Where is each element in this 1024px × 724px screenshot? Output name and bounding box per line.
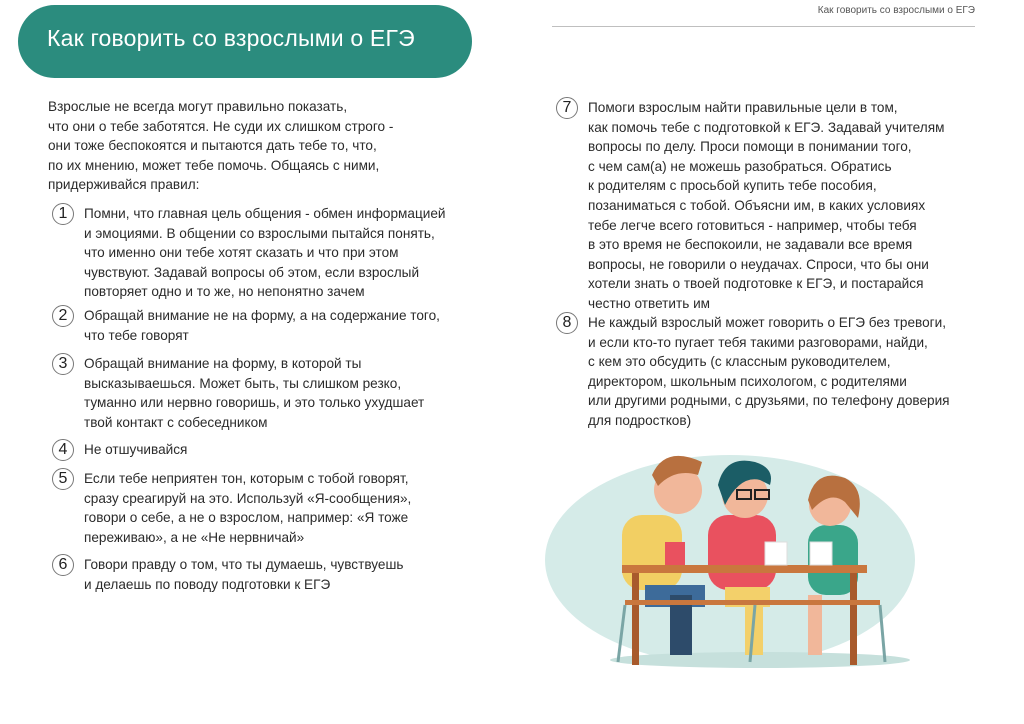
intro-line: по их мнению, может тебе помочь. Общаясь с ними, [48, 157, 380, 173]
rule-line: и если кто-то пугает тебя такими разговорами, найди, [588, 334, 928, 350]
rule-line: Помни, что главная цель общения - обмен информацией [84, 206, 446, 221]
rule-line: Помоги взрослым найти правильные цели в том, [588, 100, 898, 115]
number-circle-icon: 3 [52, 353, 74, 375]
rule-line: вопросы по делу. Проси помощи в понимании того, [588, 139, 912, 155]
rule-text [588, 98, 944, 314]
intro-line: они тоже беспокоятся и пытаются дать тебе то, что, [48, 138, 377, 154]
page-title: Как говорить со взрослыми о ЕГЭ [47, 25, 415, 51]
number-circle-icon: 1 [52, 203, 74, 225]
rule-line: сразу среагируй на это. Используй «Я-сообщения», [84, 490, 412, 506]
table-leg [850, 573, 857, 665]
rule-line: Обращай внимание не на форму, а на содержание того, [84, 308, 440, 323]
intro-paragraph [48, 97, 393, 195]
rule-line: для подростков) [588, 412, 692, 428]
number-circle-icon: 2 [52, 305, 74, 327]
table-top [622, 565, 867, 573]
number-circle-icon: 4 [52, 439, 74, 461]
rule-line: или другими родными, с друзьями, по телефону доверия [588, 393, 950, 409]
rule-line: что именно они тебе хотят сказать и что при этом [84, 245, 399, 261]
rule-line: Не отшучивайся [84, 442, 188, 457]
rule-text [84, 440, 187, 460]
rule-text [84, 469, 411, 547]
rule-line: переживаю», а не «Не нервничай» [84, 529, 305, 545]
rule-text [84, 306, 440, 345]
rule-line: директором, школьным психологом, с родителями [588, 373, 907, 389]
red-mug [665, 542, 685, 565]
running-header [552, 0, 975, 27]
rule-line: позаниматься с тобой. Объясни им, в каких условиях [588, 197, 926, 213]
number-circle-icon: 5 [52, 468, 74, 490]
rule-line: высказываешься. Может быть, ты слишком резко, [84, 375, 402, 391]
rule-line: к родителям с просьбой купить тебе пособия, [588, 178, 877, 194]
rule-line: тебе легче всего готовиться - например, чтобы тебя [588, 217, 917, 233]
number-circle-icon: 7 [556, 97, 578, 119]
intro-line: придерживайся правил: [48, 177, 200, 193]
white-mug [765, 542, 787, 565]
rule-line: твой контакт с собеседником [84, 414, 268, 430]
rule-line: и эмоциями. В общении со взрослыми пытайся понять, [84, 225, 435, 241]
rule-line: туманно или нервно говоришь, и это только ухудшает [84, 395, 425, 411]
rule-text [84, 354, 424, 432]
rule-line: говори о себе, а не о взрослом, например: «Я тоже [84, 510, 409, 526]
rule-line: Обращай внимание на форму, в которой ты [84, 356, 362, 371]
family-illustration [540, 430, 920, 680]
rule-line: как помочь тебе с подготовкой к ЕГЭ. Задавай учителям [588, 119, 945, 135]
rule-line: Говори правду о том, что ты думаешь, чувствуешь [84, 557, 404, 572]
rule-line: вопросы, не говорили о неудачах. Спроси, что бы они [588, 256, 929, 272]
rule-text [84, 204, 446, 302]
rule-line: Если тебе неприятен тон, которым с тобой говорят, [84, 471, 409, 486]
rule-line: повторяет одно и то же, но непонятно зачем [84, 284, 365, 300]
intro-line: что они о тебе заботятся. Не суди их слишком строго - [48, 118, 394, 134]
intro-line: Взрослые не всегда могут правильно показать, [48, 99, 348, 114]
rule-line: честно ответить им [588, 295, 711, 311]
rule-text [588, 313, 950, 431]
rule-line: в это время не беспокоили, не задавали все время [588, 237, 913, 253]
number-circle-icon: 6 [52, 554, 74, 576]
white-mug [810, 542, 832, 565]
number-circle-icon: 8 [556, 312, 578, 334]
rule-line: что тебе говорят [84, 327, 189, 343]
rule-line: с кем это обсудить (с классным руководителем, [588, 354, 891, 370]
title-banner [18, 5, 472, 78]
running-header-text: Как говорить со взрослыми о ЕГЭ [817, 5, 975, 16]
bench [625, 600, 880, 605]
rule-line: чувствуют. Задавай вопросы об этом, если взрослый [84, 264, 420, 280]
rule-line: с чем сам(а) не можешь разобраться. Обратись [588, 158, 892, 174]
rule-line: Не каждый взрослый может говорить о ЕГЭ без тревоги, [588, 315, 946, 330]
rule-line: и делаешь по поводу подготовки к ЕГЭ [84, 576, 331, 592]
rule-text [84, 555, 403, 594]
rule-line: хотели знать о твоей подготовке к ЕГЭ, и постарайся [588, 276, 924, 292]
table-leg [632, 573, 639, 665]
